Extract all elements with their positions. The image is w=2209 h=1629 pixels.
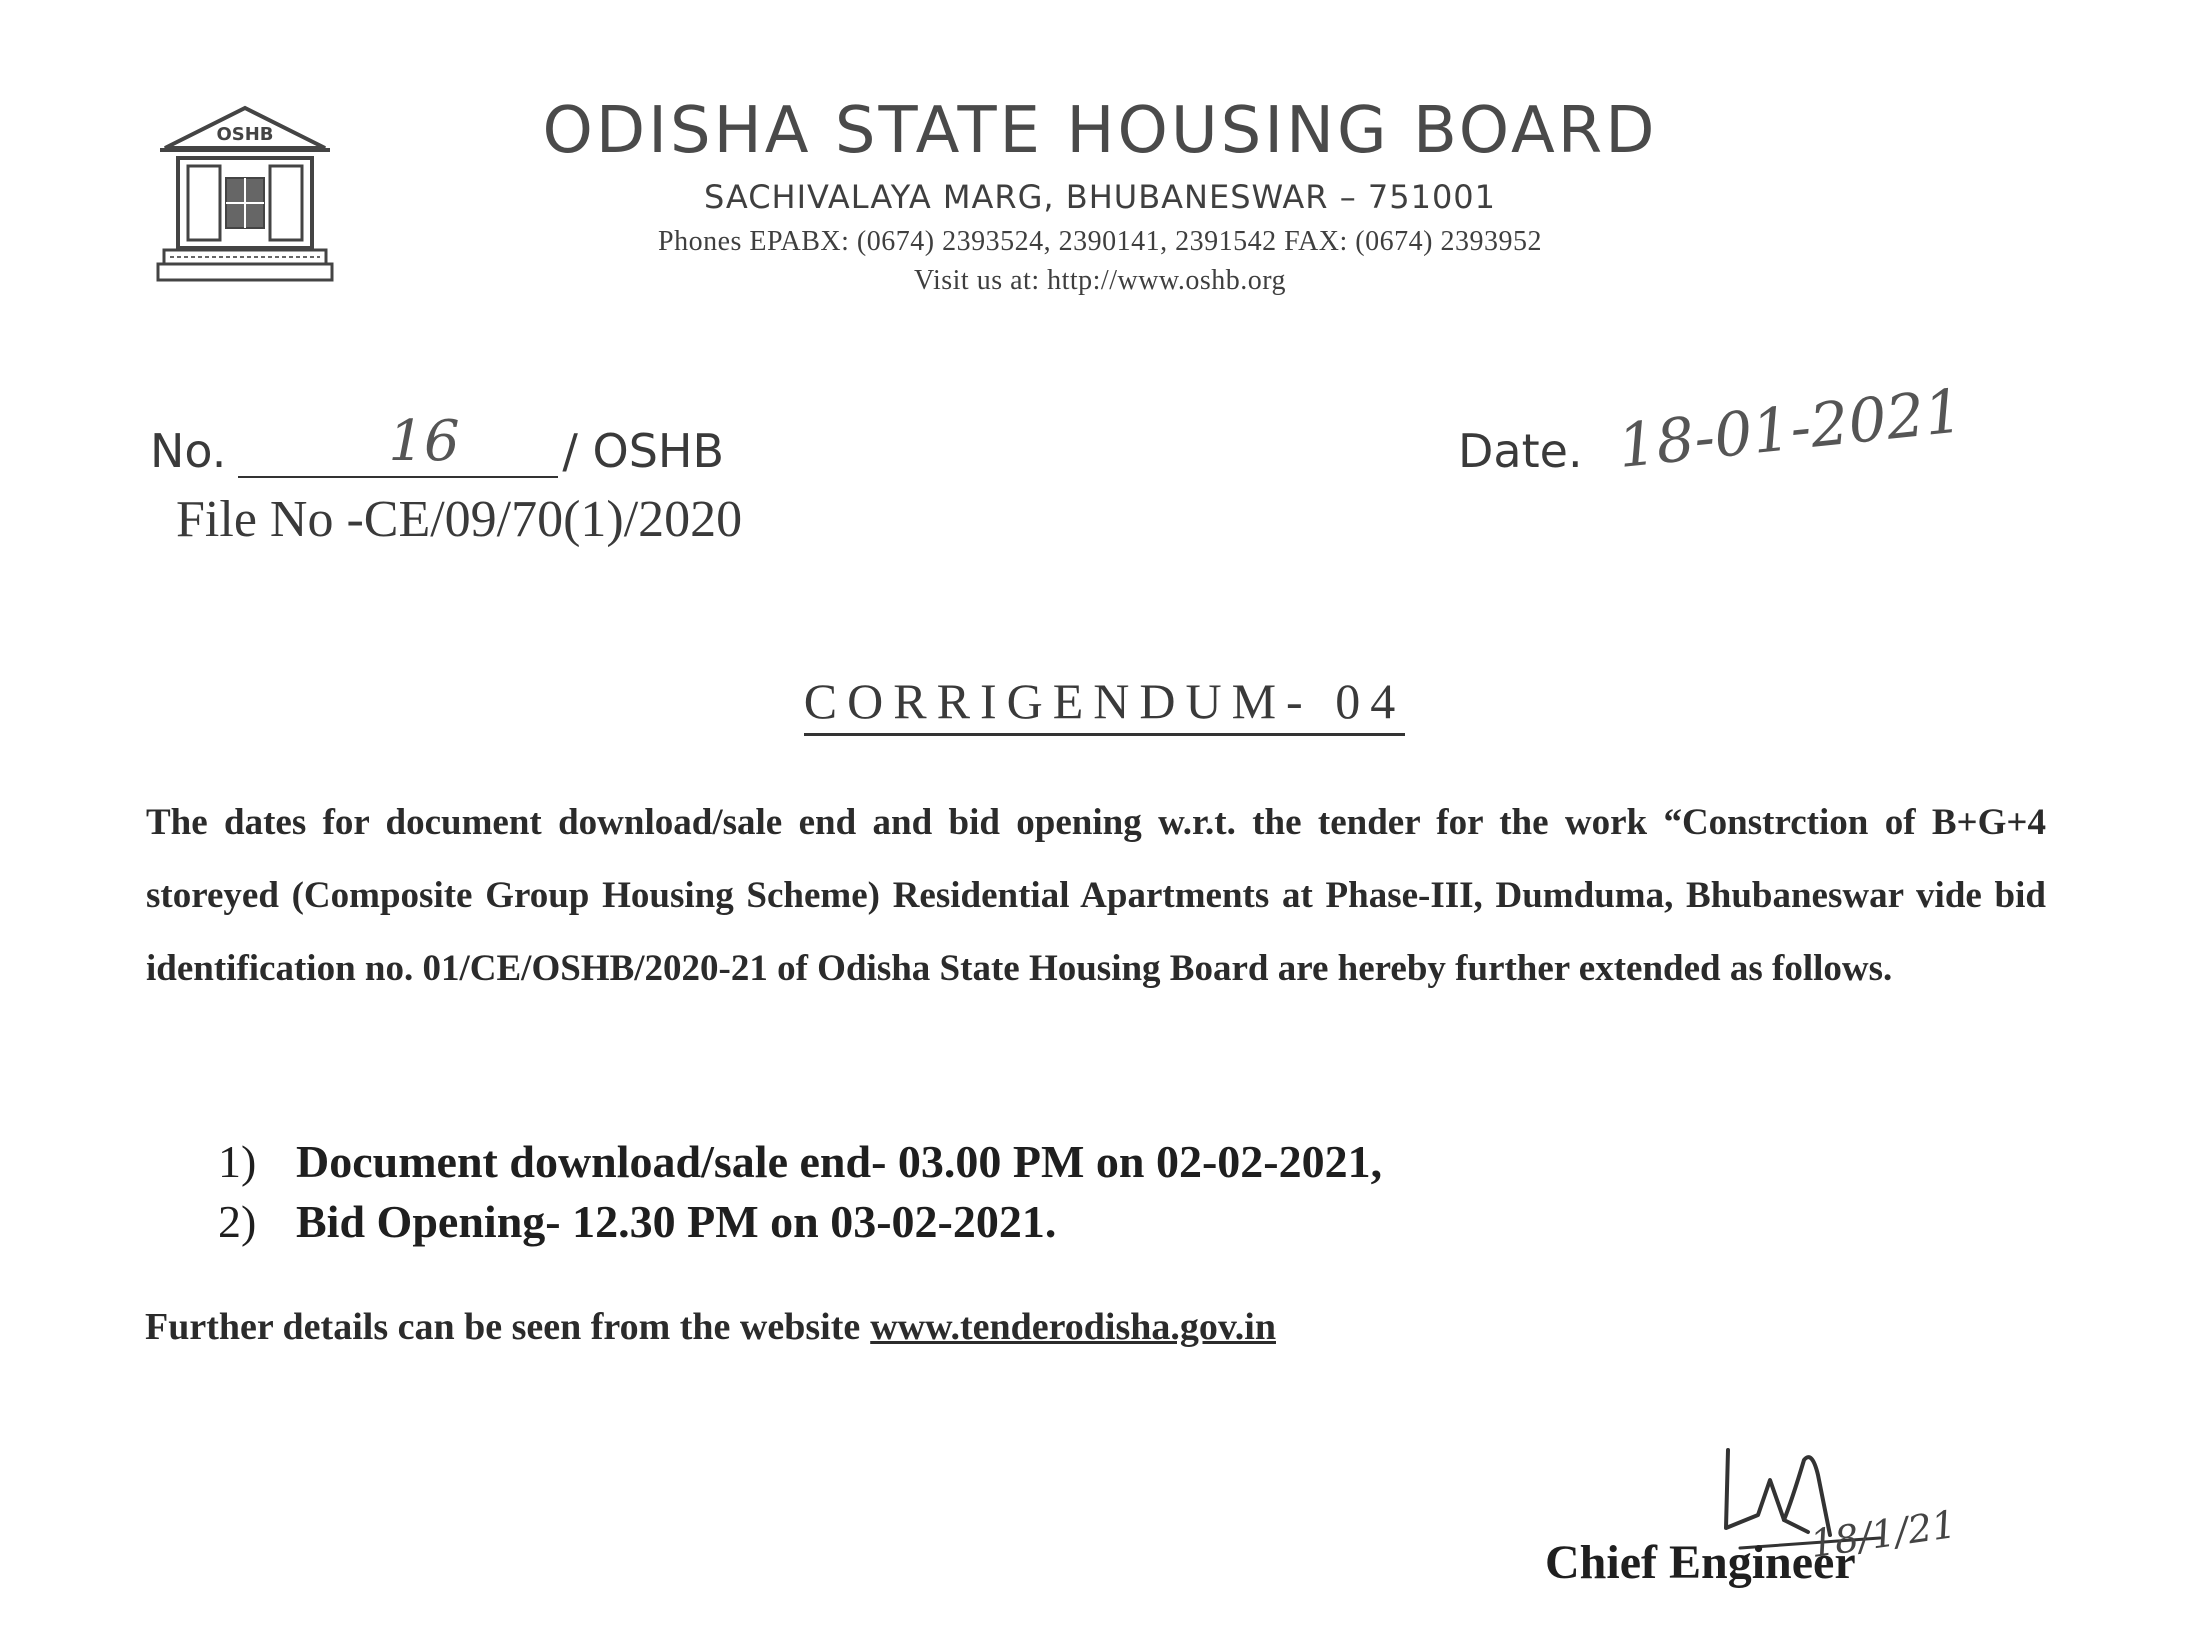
further-details-text: Further details can be seen from the website	[145, 1306, 861, 1348]
list-item-number: 2)	[218, 1196, 257, 1247]
list-item-text: Document download/sale end- 03.00 PM on 02-02-2021,	[296, 1136, 1383, 1187]
organization-website: Visit us at: http://www.oshb.org	[913, 265, 1287, 296]
svg-text:OSHB: OSHB	[216, 124, 274, 145]
list-item	[218, 1132, 1382, 1192]
signatory-title: Chief Engineer	[1545, 1536, 1856, 1589]
reference-number-suffix: / OSHB	[562, 424, 725, 478]
reference-number-blank	[238, 409, 558, 478]
body-paragraph: The dates for document download/sale end and bid opening w.r.t. the tender for the work “Constrction of B+G+4 storeyed (Composite Group Housing Scheme) Residential Apartments at Phase-III, Dumduma, Bhubaneswar vide bid identification no. 01/CE/OSHB/2020-21 of Odisha State Housing Board are hereby further extended as follows.	[146, 802, 2046, 989]
reference-number-handwritten: 16	[388, 409, 460, 474]
reference-number-row	[150, 409, 725, 478]
list-item-text: Bid Opening- 12.30 PM on 03-02-2021.	[296, 1196, 1057, 1247]
date-label: Date.	[1458, 424, 1583, 478]
document-title	[0, 672, 2209, 730]
list-item	[218, 1192, 1382, 1252]
organization-name: ODISHA STATE HOUSING BOARD	[542, 94, 1658, 168]
date-handwritten: 18-01-2021	[1614, 376, 1967, 482]
list-item-number: 1)	[218, 1136, 257, 1187]
file-number: File No -CE/09/70(1)/2020	[176, 491, 743, 548]
document-title-text: CORRIGENDUM- 04	[804, 673, 1405, 736]
organization-phones: Phones EPABX: (0674) 2393524, 2390141, 2391542 FAX: (0674) 2393952	[658, 226, 1542, 257]
oshb-house-emblem-icon	[150, 100, 340, 290]
tender-website-link[interactable]: www.tenderodisha.gov.in	[870, 1306, 1276, 1348]
extension-list	[218, 1132, 1382, 1252]
organization-address: SACHIVALAYA MARG, BHUBANESWAR – 751001	[703, 178, 1497, 216]
signature-date: 18/1/21	[1807, 1502, 1959, 1566]
reference-number-label: No.	[150, 424, 227, 478]
further-details	[145, 1305, 1276, 1349]
